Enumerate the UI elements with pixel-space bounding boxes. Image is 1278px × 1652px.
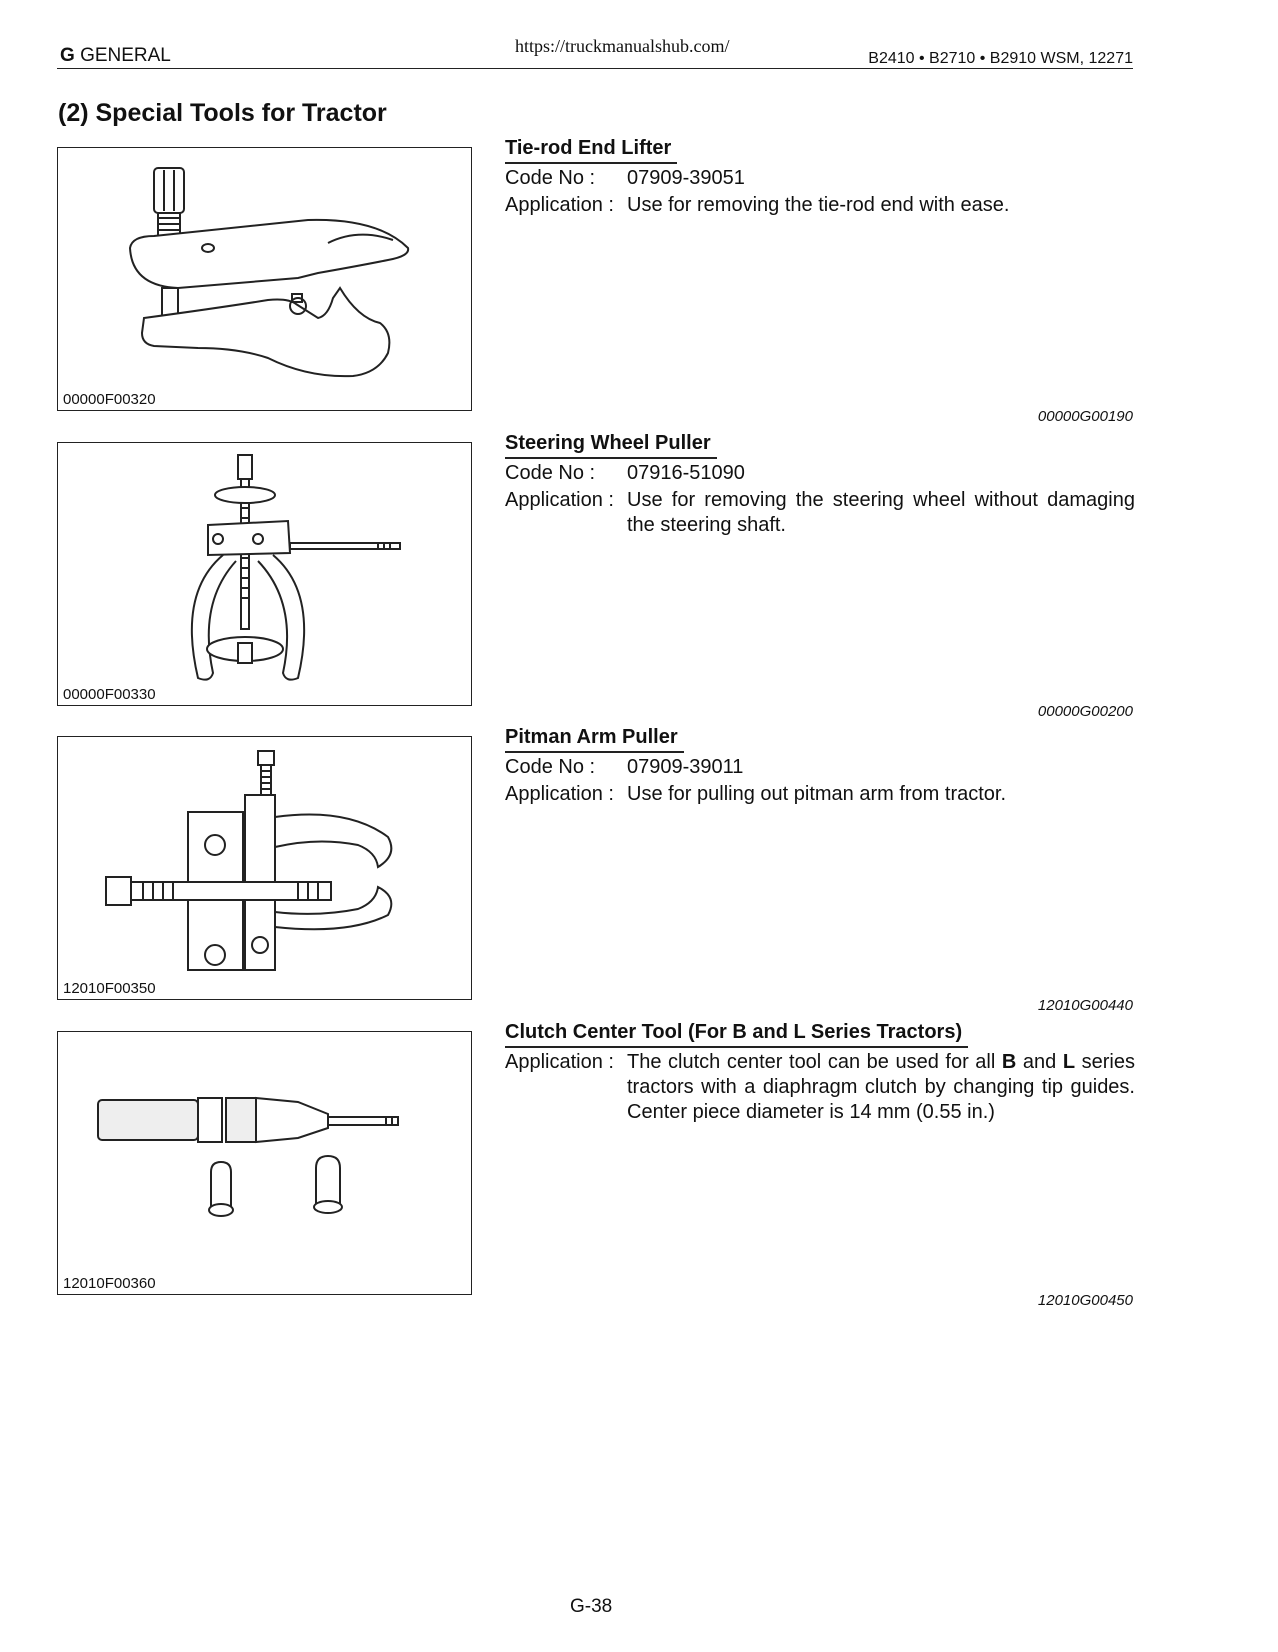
figure-id: 00000F00330 bbox=[63, 686, 156, 703]
code-row: Code No : 07909-39011 bbox=[505, 756, 744, 778]
tool-name: Clutch Center Tool (For B and L Series Tractors) bbox=[505, 1021, 968, 1048]
reference-code: 00000G00190 bbox=[1037, 408, 1133, 425]
figure-steering-wheel-puller bbox=[57, 442, 472, 706]
tool-entry bbox=[505, 432, 1135, 538]
tool-name: Pitman Arm Puller bbox=[505, 726, 684, 753]
source-url[interactable]: https://truckmanualshub.com/ bbox=[515, 36, 730, 56]
figure-id: 12010F00360 bbox=[63, 1275, 156, 1292]
figure-clutch-center-tool bbox=[57, 1031, 472, 1295]
code-row: Code No : 07909-39051 bbox=[505, 167, 745, 189]
reference-code: 12010G00450 bbox=[1037, 1292, 1133, 1309]
page-number: G-38 bbox=[570, 1596, 613, 1617]
application-row: Application : Use for pulling out pitman arm from tractor. bbox=[505, 783, 1007, 805]
code-row: Code No : 07916-51090 bbox=[505, 462, 745, 484]
tool-name: Steering Wheel Puller bbox=[505, 432, 717, 459]
tie-rod-lifter-illustration bbox=[58, 148, 470, 410]
tool-entry bbox=[505, 726, 1135, 807]
section-header: G GENERAL bbox=[60, 45, 171, 66]
page-title: (2) Special Tools for Tractor bbox=[58, 99, 387, 127]
figure-id: 12010F00350 bbox=[63, 980, 156, 997]
figure-pitman-arm-puller bbox=[57, 736, 472, 1000]
application-row: Application : The clutch center tool can be used for all B and L series tractors with a diaphragm clutch by changing tip guides. Center piece diameter is 14 mm (0.55 in.) bbox=[505, 1051, 1135, 1123]
tool-name: Tie-rod End Lifter bbox=[505, 137, 677, 164]
figure-tie-rod-end-lifter bbox=[57, 147, 472, 411]
pitman-arm-puller-illustration bbox=[58, 737, 470, 999]
figure-id: 00000F00320 bbox=[63, 391, 156, 408]
tool-entry bbox=[505, 137, 1135, 218]
application-row: Application : Use for removing the steering wheel without damaging the steering shaft. bbox=[505, 489, 1135, 536]
tool-entry bbox=[505, 1021, 1135, 1125]
model-info: B2410 • B2710 • B2910 WSM, 12271 bbox=[868, 50, 1133, 67]
application-row: Application : Use for removing the tie-rod end with ease. bbox=[505, 194, 1010, 216]
steering-wheel-puller-illustration bbox=[58, 443, 470, 705]
clutch-center-tool-illustration bbox=[58, 1032, 470, 1294]
reference-code: 12010G00440 bbox=[1037, 997, 1133, 1014]
header-divider bbox=[57, 68, 1133, 69]
reference-code: 00000G00200 bbox=[1037, 703, 1133, 720]
